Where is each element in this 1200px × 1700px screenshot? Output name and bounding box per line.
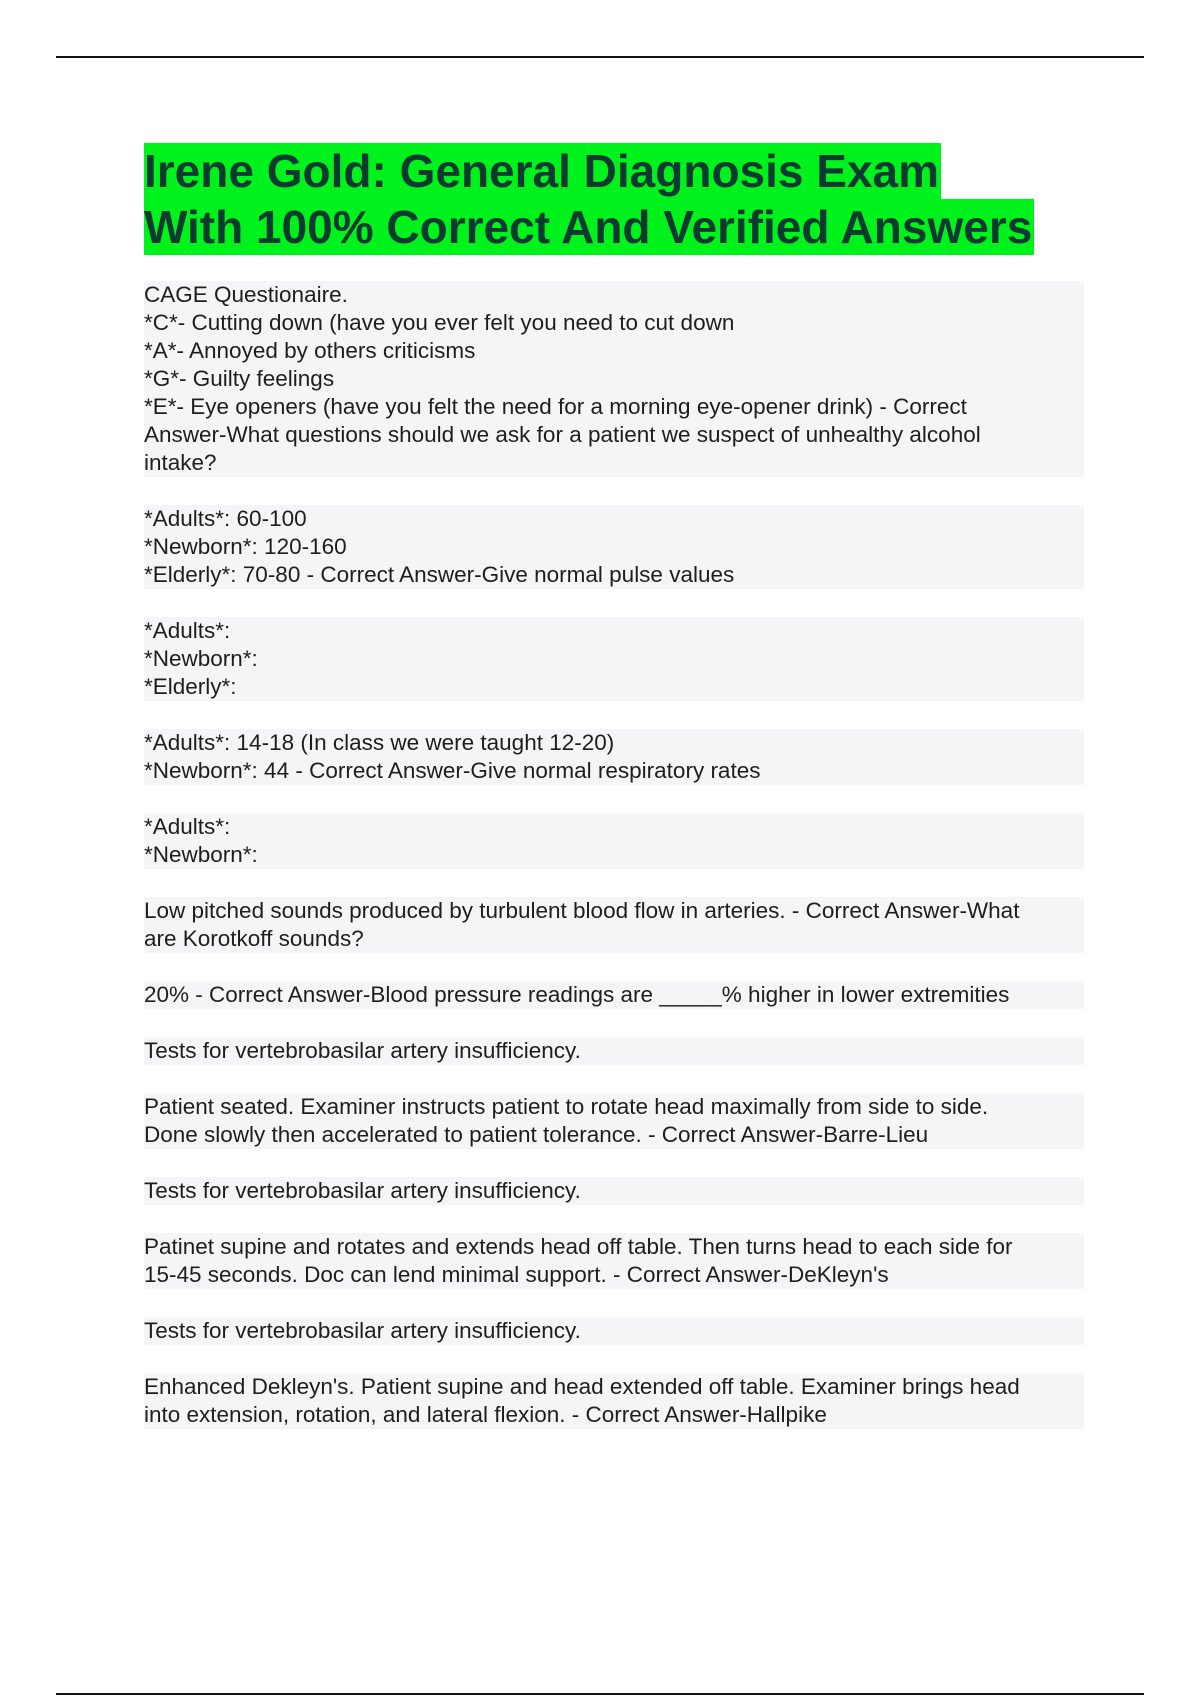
qa-block [144, 281, 1084, 477]
qa-block [144, 1093, 1084, 1149]
qa-block [144, 1233, 1084, 1289]
qa-text-line: *E*- Eye openers (have you felt the need for a morning eye-opener drink) - Correct [144, 393, 1084, 421]
qa-text-line: *Newborn*: [144, 645, 1084, 673]
qa-block [144, 981, 1084, 1009]
qa-block [144, 1317, 1084, 1345]
document-title-line: With 100% Correct And Verified Answers [144, 201, 1033, 253]
qa-text-line: intake? [144, 449, 1084, 477]
qa-text-line: Tests for vertebrobasilar artery insufficiency. [144, 1177, 1084, 1205]
qa-text-line: *A*- Annoyed by others criticisms [144, 337, 1084, 365]
qa-text-line: Patinet supine and rotates and extends head off table. Then turns head to each side for [144, 1233, 1084, 1261]
qa-text-line: *Adults*: 14-18 (In class we were taught 12-20) [144, 729, 1084, 757]
qa-text-line: 15-45 seconds. Doc can lend minimal support. - Correct Answer-DeKleyn's [144, 1261, 1084, 1289]
qa-block [144, 505, 1084, 589]
qa-text-line: Tests for vertebrobasilar artery insufficiency. [144, 1317, 1084, 1345]
qa-block [144, 897, 1084, 953]
qa-text-line: *Adults*: [144, 617, 1084, 645]
qa-text-line: *Newborn*: 44 - Correct Answer-Give normal respiratory rates [144, 757, 1084, 785]
qa-block [144, 1177, 1084, 1205]
qa-text-line: Done slowly then accelerated to patient tolerance. - Correct Answer-Barre-Lieu [144, 1121, 1084, 1149]
qa-text-line: Enhanced Dekleyn's. Patient supine and head extended off table. Examiner brings head [144, 1373, 1084, 1401]
qa-text-line: CAGE Questionaire. [144, 281, 1084, 309]
qa-block [144, 729, 1084, 785]
document-body [144, 143, 1084, 1457]
qa-block [144, 1037, 1084, 1065]
qa-text-line: Low pitched sounds produced by turbulent blood flow in arteries. - Correct Answer-What [144, 897, 1084, 925]
document-title-line: Irene Gold: General Diagnosis Exam [144, 145, 940, 197]
document-title [144, 143, 1084, 255]
qa-text-line: *Elderly*: [144, 673, 1084, 701]
qa-text-line: Patient seated. Examiner instructs patient to rotate head maximally from side to side. [144, 1093, 1084, 1121]
qa-text-line: *G*- Guilty feelings [144, 365, 1084, 393]
qa-block [144, 813, 1084, 869]
qa-text-line: 20% - Correct Answer-Blood pressure readings are _____% higher in lower extremities [144, 981, 1084, 1009]
top-rule [56, 56, 1144, 58]
qa-text-line: are Korotkoff sounds? [144, 925, 1084, 953]
qa-text-line: *C*- Cutting down (have you ever felt you need to cut down [144, 309, 1084, 337]
qa-text-line: *Newborn*: [144, 841, 1084, 869]
qa-text-line: *Adults*: [144, 813, 1084, 841]
qa-text-line: *Adults*: 60-100 [144, 505, 1084, 533]
qa-block [144, 1373, 1084, 1429]
qa-list [144, 281, 1084, 1429]
qa-block [144, 617, 1084, 701]
qa-text-line: into extension, rotation, and lateral flexion. - Correct Answer-Hallpike [144, 1401, 1084, 1429]
qa-text-line: Answer-What questions should we ask for a patient we suspect of unhealthy alcohol [144, 421, 1084, 449]
bottom-rule [56, 1693, 1144, 1695]
qa-text-line: Tests for vertebrobasilar artery insufficiency. [144, 1037, 1084, 1065]
qa-text-line: *Elderly*: 70-80 - Correct Answer-Give normal pulse values [144, 561, 1084, 589]
qa-text-line: *Newborn*: 120-160 [144, 533, 1084, 561]
